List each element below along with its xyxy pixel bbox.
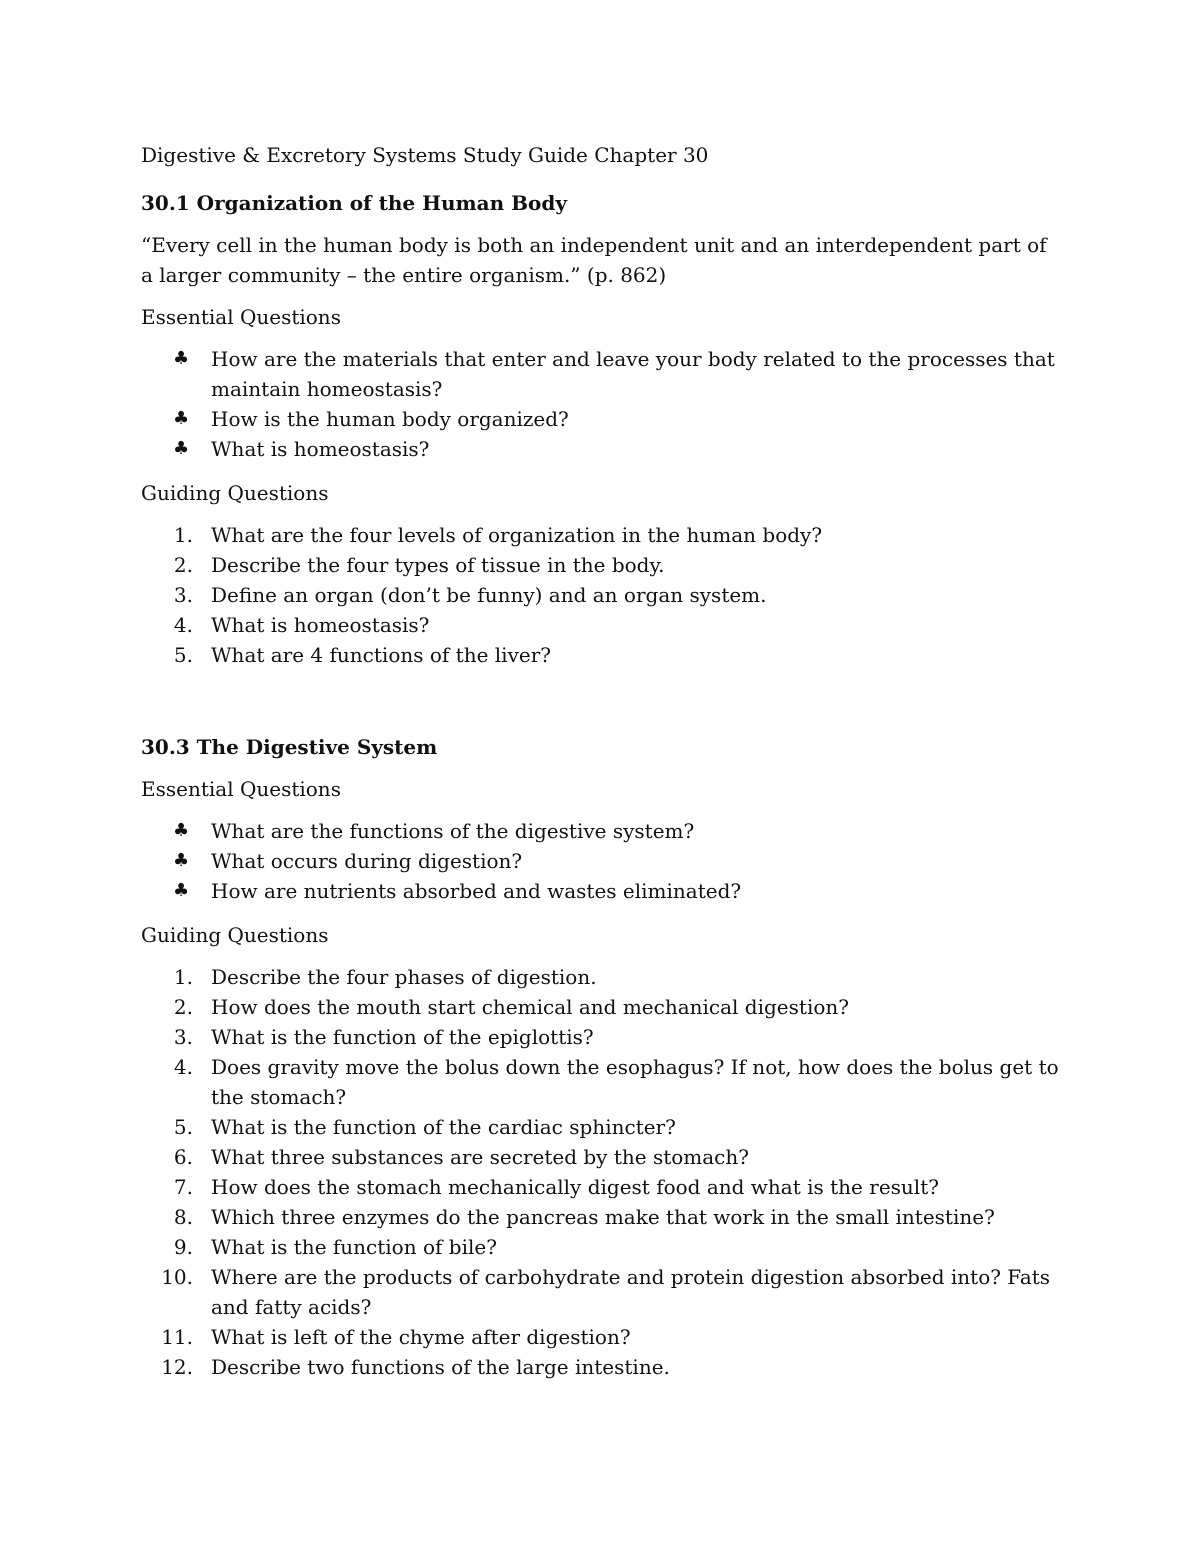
club-bullet-icon: ♣ [173, 408, 190, 429]
question-text: What are the functions of the digestive system? [211, 819, 695, 843]
question-text: What are 4 functions of the liver? [211, 643, 551, 667]
guiding-question-item [141, 1262, 1061, 1322]
guiding-question-item [141, 1322, 1061, 1352]
section-spacer [141, 684, 1061, 732]
essential-questions-label: Essential Questions [141, 305, 341, 329]
guiding-question-item [141, 992, 1061, 1022]
document-title: Digestive & Excretory Systems Study Guide Chapter 30 [141, 143, 709, 167]
question-text: What is the function of the cardiac sphincter? [211, 1115, 676, 1139]
question-text: Describe the four types of tissue in the body. [211, 553, 665, 577]
question-number: 6. [173, 1145, 193, 1169]
question-text: What are the four levels of organization in the human body? [211, 523, 823, 547]
guiding-question-item [141, 610, 1061, 640]
club-bullet-icon: ♣ [173, 880, 190, 901]
guiding-question-item [141, 1022, 1061, 1052]
essential-question-item [141, 434, 1061, 464]
section-heading: 30.1 Organization of the Human Body [141, 191, 567, 215]
question-number: 2. [173, 995, 193, 1019]
section-digestive-system [141, 732, 1061, 1382]
question-number: 5. [173, 643, 193, 667]
question-number: 4. [173, 1055, 193, 1079]
club-bullet-icon: ♣ [173, 820, 190, 841]
guiding-question-item [141, 1352, 1061, 1382]
question-text: Where are the products of carbohydrate and protein digestion absorbed into? Fats and fatty acids? [211, 1265, 1051, 1319]
guiding-question-item [141, 1112, 1061, 1142]
question-text: How are nutrients absorbed and wastes eliminated? [211, 879, 742, 903]
essential-question-item [141, 816, 1061, 846]
essential-question-item [141, 876, 1061, 906]
guiding-questions-label: Guiding Questions [141, 923, 329, 947]
guiding-question-item [141, 962, 1061, 992]
question-number: 8. [173, 1205, 193, 1229]
guiding-question-item [141, 1142, 1061, 1172]
essential-questions-label: Essential Questions [141, 777, 341, 801]
question-text: What is homeostasis? [211, 613, 430, 637]
guiding-question-item [141, 1232, 1061, 1262]
question-number: 11. [161, 1325, 193, 1349]
document-page [141, 140, 1061, 1396]
guiding-question-item [141, 1172, 1061, 1202]
essential-question-item [141, 846, 1061, 876]
question-number: 1. [173, 965, 193, 989]
club-bullet-icon: ♣ [173, 348, 190, 369]
question-text: How are the materials that enter and leave your body related to the processes that maintain homeostasis? [211, 347, 1055, 401]
guiding-question-item [141, 1202, 1061, 1232]
question-number: 9. [173, 1235, 193, 1259]
guiding-questions-list [141, 962, 1061, 1382]
question-text: Which three enzymes do the pancreas make that work in the small intestine? [211, 1205, 995, 1229]
question-text: Describe two functions of the large intestine. [211, 1355, 670, 1379]
question-text: What three substances are secreted by the stomach? [211, 1145, 749, 1169]
essential-questions-list [141, 344, 1061, 464]
guiding-question-item [141, 640, 1061, 670]
essential-question-item [141, 344, 1061, 404]
question-number: 5. [173, 1115, 193, 1139]
question-text: What is left of the chyme after digestion? [211, 1325, 631, 1349]
question-number: 4. [173, 613, 193, 637]
question-number: 7. [173, 1175, 193, 1199]
question-text: Define an organ (don’t be funny) and an organ system. [211, 583, 767, 607]
question-text: What is homeostasis? [211, 437, 430, 461]
question-number: 3. [173, 1025, 193, 1049]
question-text: What is the function of bile? [211, 1235, 497, 1259]
guiding-question-item [141, 580, 1061, 610]
section-heading: 30.3 The Digestive System [141, 735, 438, 759]
guiding-questions-label: Guiding Questions [141, 481, 329, 505]
question-number: 10. [161, 1265, 193, 1289]
question-text: How does the mouth start chemical and mechanical digestion? [211, 995, 849, 1019]
essential-question-item [141, 404, 1061, 434]
question-number: 1. [173, 523, 193, 547]
club-bullet-icon: ♣ [173, 438, 190, 459]
question-number: 2. [173, 553, 193, 577]
question-text: Does gravity move the bolus down the esophagus? If not, how does the bolus get to the stomach? [211, 1055, 1059, 1109]
guiding-question-item [141, 1052, 1061, 1112]
guiding-question-item [141, 550, 1061, 580]
question-text: Describe the four phases of digestion. [211, 965, 597, 989]
question-text: What is the function of the epiglottis? [211, 1025, 594, 1049]
question-text: How is the human body organized? [211, 407, 569, 431]
question-text: What occurs during digestion? [211, 849, 523, 873]
guiding-questions-list [141, 520, 1061, 670]
essential-questions-list [141, 816, 1061, 906]
section-organization [141, 188, 1061, 670]
question-number: 12. [161, 1355, 193, 1379]
guiding-question-item [141, 520, 1061, 550]
question-number: 3. [173, 583, 193, 607]
textbook-quote: “Every cell in the human body is both an independent unit and an interdependent part of a larger community – the entire organism.” (p. 862) [141, 233, 1047, 287]
question-text: How does the stomach mechanically digest food and what is the result? [211, 1175, 939, 1199]
club-bullet-icon: ♣ [173, 850, 190, 871]
